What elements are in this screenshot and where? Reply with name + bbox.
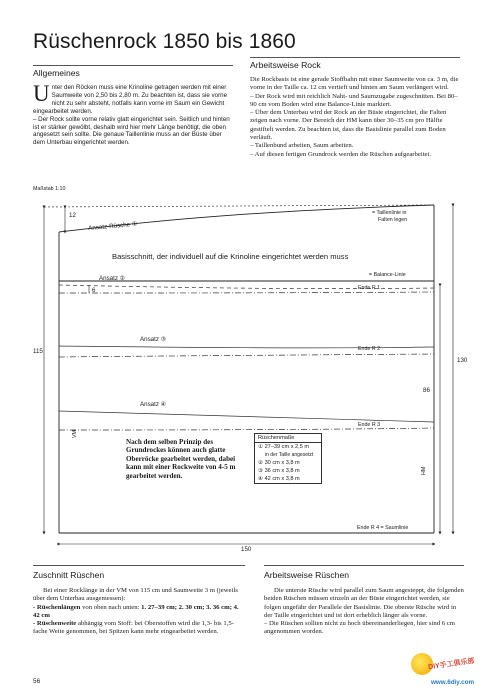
section-rule-rueschen bbox=[264, 565, 464, 566]
allgemeines-para2: – Der Rock sollte vorne relativ glatt eingerichtet sein. Seitlich und hinten ist er stärker gewölbt, deshalb wird hier mehr Länge benötigt, die oben angesetzt sein sollte. Die genaue Taillenlinie muss an der Büste über dem Unterbau eingerichtet werden. bbox=[33, 115, 230, 147]
ende1-label: Ende R 1 bbox=[358, 285, 381, 291]
legend-item: ③ 36 cm x 3,8 m bbox=[258, 468, 300, 474]
zuschnitt-text bbox=[33, 587, 245, 637]
heading-allgemeines: Allgemeines bbox=[33, 68, 80, 78]
top-reference-line bbox=[44, 205, 434, 207]
legend-item: in der Taille angesetzt bbox=[265, 452, 314, 458]
watermark-text-1: DIY手工俱乐部 bbox=[427, 657, 476, 672]
heading-arbeitsweise-rueschen: Arbeitsweise Rüschen bbox=[264, 570, 350, 580]
hm-label: HM bbox=[421, 466, 427, 475]
dim-12-label: 12 bbox=[69, 212, 76, 219]
ende4-label: Ende R 4 = Saumlinie bbox=[357, 525, 409, 531]
balance-label: = Balance-Linie bbox=[369, 272, 406, 278]
laengen-text: von oben nach unten: bbox=[80, 603, 142, 611]
legend-item: ② 30 cm x 3,8 m bbox=[258, 460, 300, 466]
dim-130-label: 130 bbox=[457, 357, 468, 364]
ansatz4-label: Ansatz ④ bbox=[140, 401, 167, 408]
ende1-line bbox=[59, 292, 434, 293]
dim-86-label: 86 bbox=[423, 387, 430, 394]
ende2-label: Ende R 2 bbox=[358, 346, 381, 352]
drop-cap: U bbox=[33, 81, 50, 106]
page-title: Rüschenrock 1850 bis 1860 bbox=[33, 30, 296, 53]
legend-title: Rüschenmaße bbox=[255, 434, 321, 443]
zuschnitt-para1: Bei einer Rocklänge in der VM von 115 cm und Saumweite 3 m (jeweils über dem Unterbau ausgemessen): bbox=[33, 587, 238, 603]
rock-para1: Die Rockbasis ist eine gerade Stoffbahn mit einer Saumweite von ca. 3 m, die vorne in der Taille ca. 12 cm vertieft und hinten am Saum verlängert wird. bbox=[250, 76, 459, 92]
rock-item: – Auf diesen fertigen Grundrock werden die Rüschen aufgearbeitet. bbox=[250, 150, 432, 158]
heading-zuschnitt: Zuschnitt Rüschen bbox=[33, 570, 105, 580]
arbeitsweise-rueschen-text bbox=[264, 587, 464, 637]
rock-item: – Über dem Unterbau wird der Rock an der Büste eingerichtet, die Falten zeigen nach vorne. Der Bereich der HM kann über 30–35 cm pro Hälfte gestiftelt werden. Zu beachten ist, dass die Basislinie parallel zum Boden verläuft. bbox=[250, 109, 447, 142]
ansatz3-label: Ansatz ③ bbox=[140, 336, 167, 343]
legend-item: ④ 42 cm x 3,8 m bbox=[258, 476, 300, 482]
weite-label: - Rüschenweite bbox=[33, 620, 77, 628]
laengen-values: 1. 27–39 cm; 2. 30 cm; 3. 36 cm; 4. 42 cm bbox=[33, 603, 239, 619]
rueschen-para1: Die unterste Rüsche wird parallel zum Saum angesteppt, die folgenden beiden Rüschen müssen einzeln an der Büste eingerichtet werden, sie folgen ungefähr der Parallele der Basislinie. Die oberste Rüsche wird in der Taille eingerichtet und ist dort erheblich länger als vorne. bbox=[264, 587, 464, 619]
rock-item: – Taillenbund arbeiten, Saum arbeiten. bbox=[250, 142, 354, 150]
ruffle-lines bbox=[59, 285, 434, 430]
scale-label: Maßstab 1:10 bbox=[33, 186, 66, 192]
laengen-label: - Rüschenlängen bbox=[33, 603, 81, 611]
rueschen-para2: – Die Rüschen sollten nicht zu hoch übereinanderliegen, hier sind 6 cm angenommen worden. bbox=[264, 620, 455, 636]
ansatz4-line bbox=[59, 411, 434, 422]
ende3-label: Ende R 3 bbox=[358, 422, 381, 428]
diagram-note: Nach dem selben Prinzip des Grundrockes können auch glatte Oberröcke gearbeitet werden, dabei kann mit einer Rockweite von 4-5 m gearbeitet werden. bbox=[126, 438, 236, 480]
weite-text: abhängig vom Stoff: bei Oberstoffen wird die 1,3- bis 1,5-fache Weite genommen, bei Spitzen kann mehr eingearbeitet werden. bbox=[33, 620, 234, 636]
section-rule-zuschnitt bbox=[33, 565, 245, 566]
dim-6-label: 6 bbox=[92, 287, 96, 294]
zuschnitt-weite bbox=[33, 620, 245, 637]
ansatz2-label: Ansatz ② bbox=[99, 275, 126, 282]
watermark-text-2: www.6diy.com bbox=[431, 679, 475, 686]
ruffle-legend bbox=[254, 433, 322, 484]
dim-115-label: 115 bbox=[33, 348, 43, 355]
heading-arbeitsweise-rock: Arbeitsweise Rock bbox=[250, 60, 321, 70]
page-number: 56 bbox=[33, 678, 41, 685]
allgemeines-para1: nter den Röcken muss eine Krinoline getragen werden mit einer Saumweite von 2,50 bis 2,80 m. Zu beachten ist, dass sie vorne nicht zu sehr absteht, notfalls kann vorne im Saum ein Gewicht eingearbeitet werden. bbox=[33, 84, 228, 115]
zuschnitt-laengen bbox=[33, 604, 245, 621]
taillenlinie-label-2: Falten legen bbox=[378, 217, 408, 223]
basis-label: Basisschnitt, der individuell auf die Krinoline eingerichtet werden muss bbox=[112, 252, 349, 261]
taillenlinie-label-1: = Taillenlinie in bbox=[372, 210, 407, 216]
ende3-line bbox=[59, 428, 434, 430]
ende2-line bbox=[59, 354, 434, 357]
ansatz1-label: Ansatz-Rüsche ① bbox=[88, 220, 138, 232]
legend-item: ① 27–39 cm x 2,5 m bbox=[258, 444, 310, 450]
dim-150-label: 150 bbox=[241, 546, 252, 553]
vm-label: VM bbox=[72, 430, 78, 438]
rock-item: – Der Rock wird mit reichlich Naht- und Saumzugabe zugeschnitten. Bei 80–90 cm vom Boden wird eine Balance-Linie markiert. bbox=[250, 92, 458, 108]
